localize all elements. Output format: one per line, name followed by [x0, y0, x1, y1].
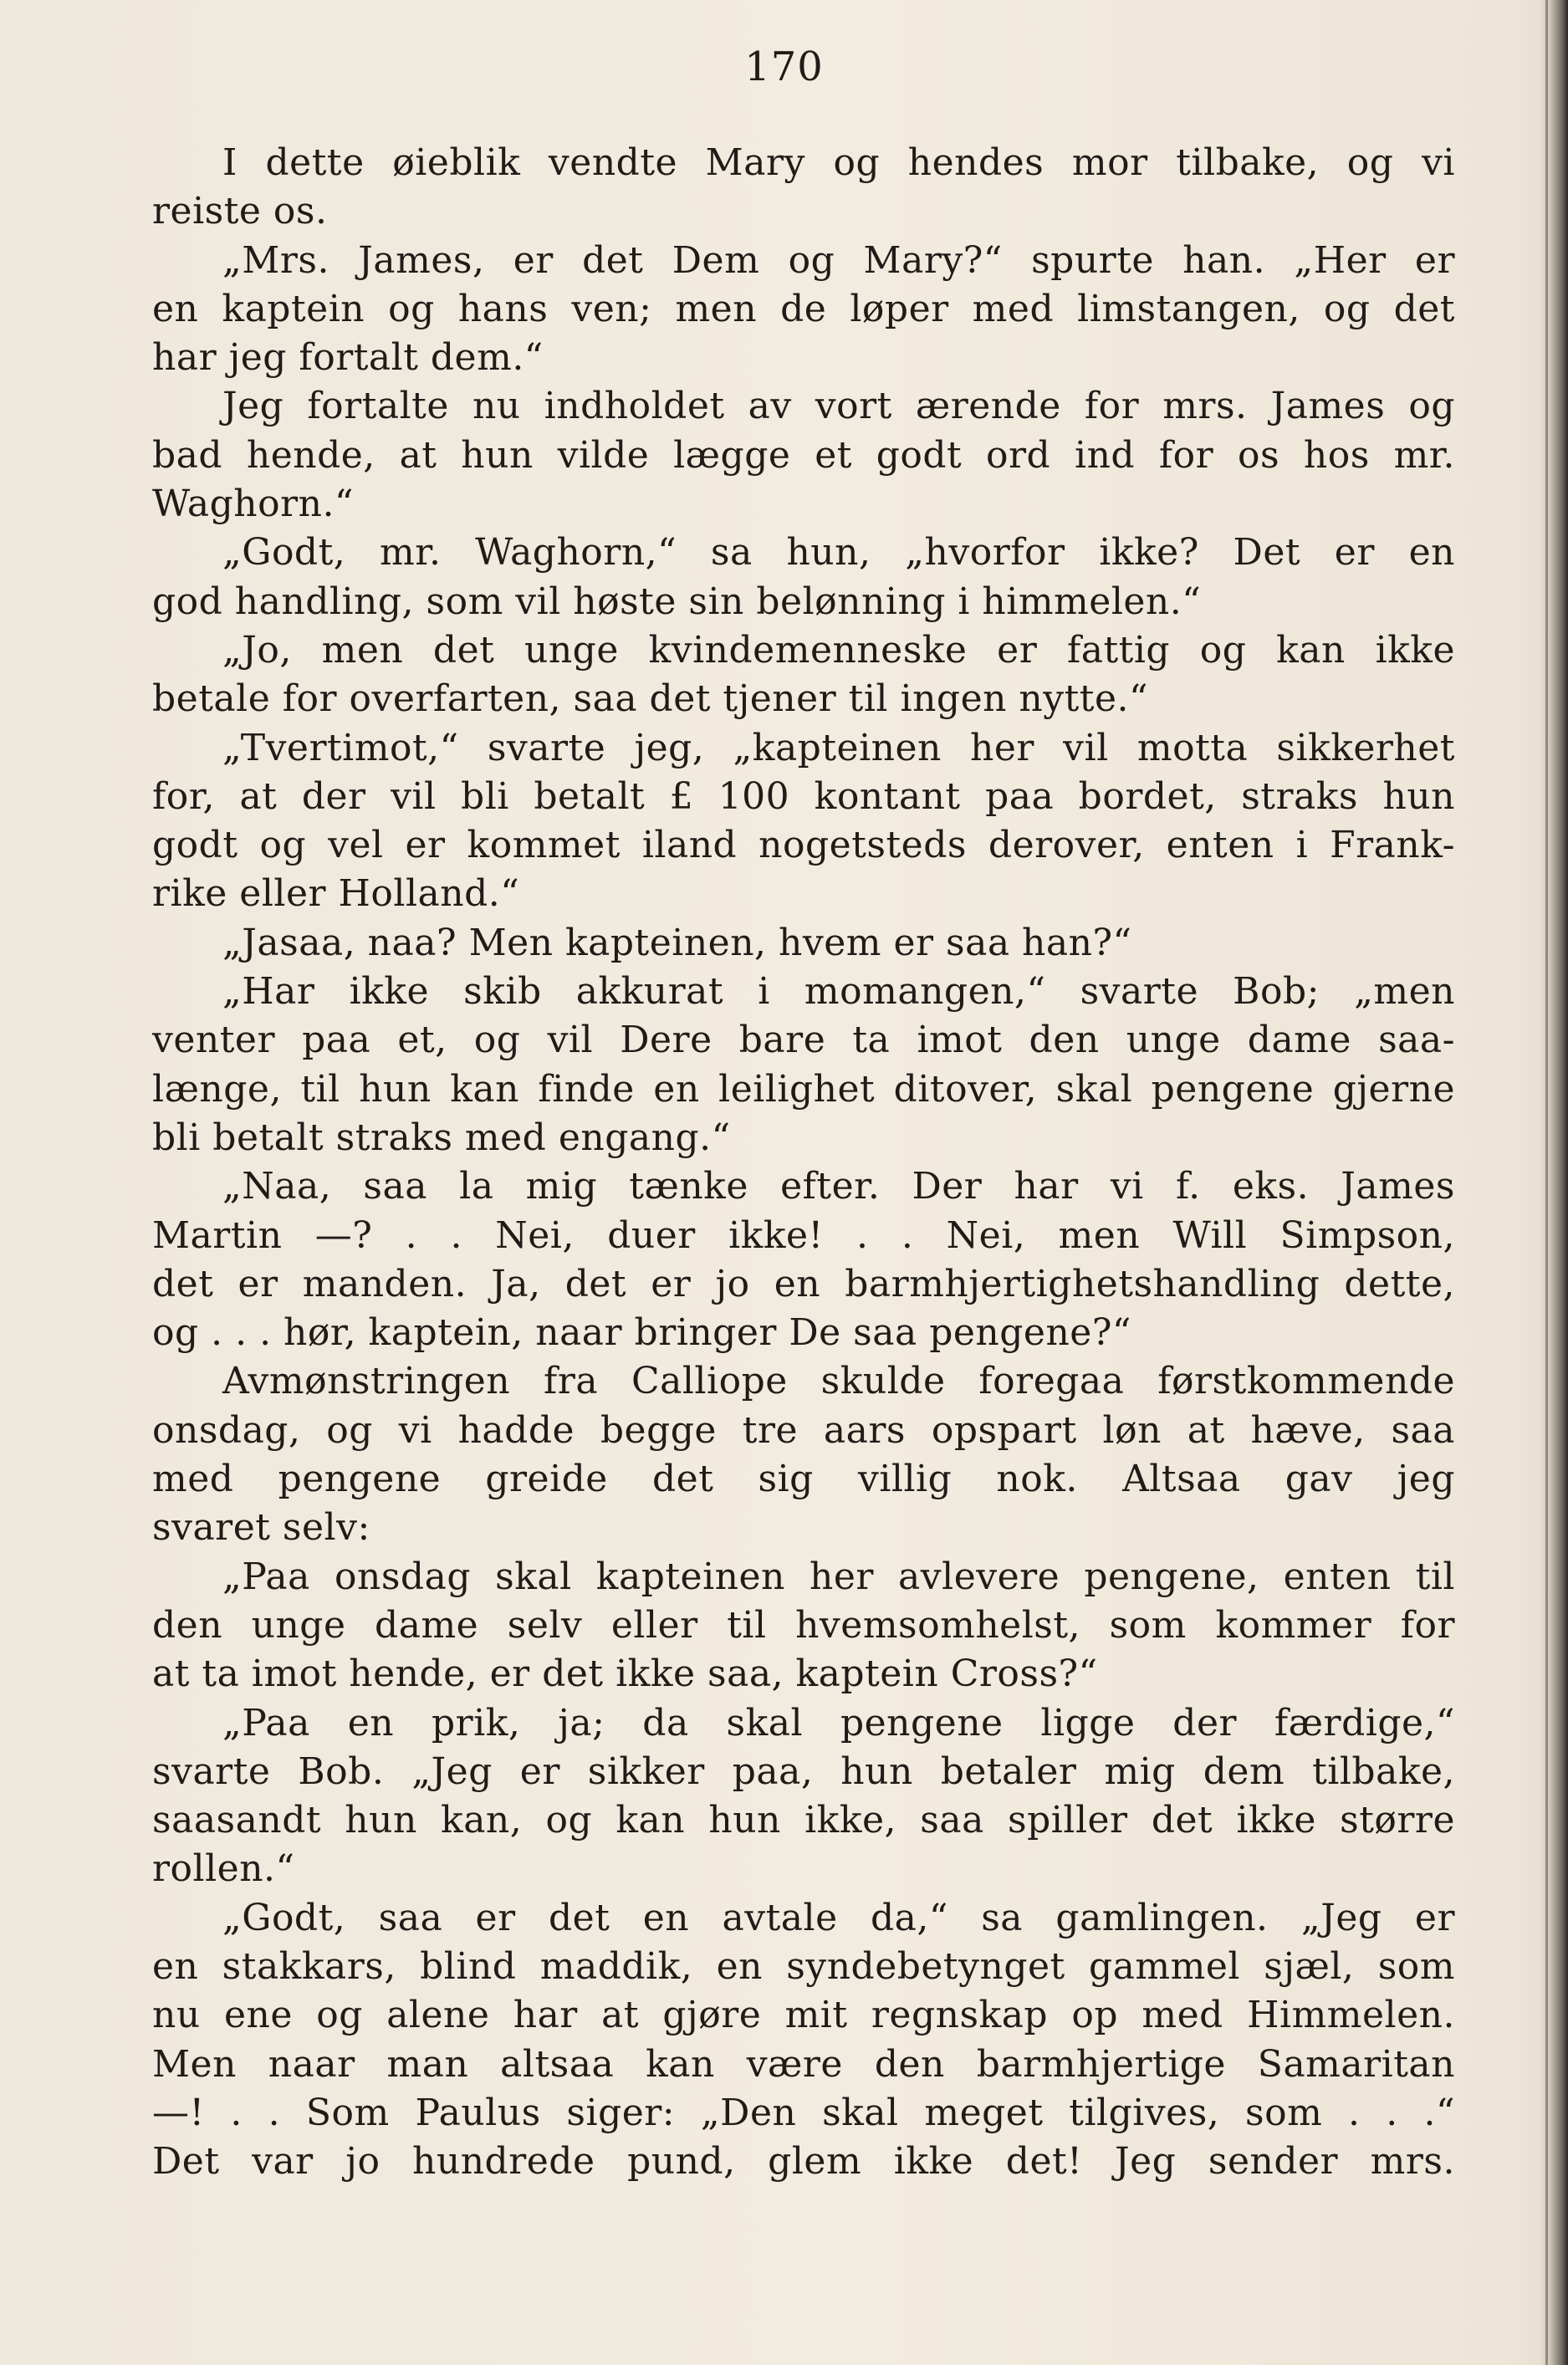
text-line: og . . . hør, kaptein, naar bringer De saa pengene?“ — [152, 1311, 1131, 1355]
body-text — [152, 139, 1455, 2186]
text-line: Det var jo hundrede pund, glem ikke det! Jeg sender mrs. — [152, 2140, 1455, 2184]
text-line: „Godt, saa er det en avtale da,“ sa gamlingen. „Jeg er — [222, 1896, 1455, 1939]
text-line: nu ene og alene har at gjøre mit regnskap op med Himmelen. — [152, 1994, 1455, 2037]
text-line: „Paa en prik, ja; da skal pengene ligge der færdige,“ — [222, 1701, 1455, 1744]
text-line: betale for overfarten, saa det tjener til ingen nytte.“ — [152, 677, 1149, 721]
text-line: Avmønstringen fra Calliope skulde foregaa førstkommende — [222, 1360, 1455, 1403]
text-line: „Mrs. James, er det Dem og Mary?“ spurte han. „Her er — [222, 238, 1455, 282]
text-line: svaret selv: — [152, 1506, 370, 1550]
page-binding-edge — [1545, 0, 1548, 2365]
text-line: den unge dame selv eller til hvemsomhelst, som kommer for — [152, 1603, 1455, 1647]
text-line: I dette øieblik vendte Mary og hendes mor tilbake, og vi — [222, 141, 1455, 184]
text-line: —! . . Som Paulus siger: „Den skal meget tilgives, som . . .“ — [152, 2091, 1455, 2134]
text-line: „Godt, mr. Waghorn,“ sa hun, „hvorfor ikke? Det er en — [222, 531, 1455, 575]
text-line: en kaptein og hans ven; men de løper med limstangen, og det — [152, 287, 1455, 330]
text-line: rollen.“ — [152, 1847, 295, 1891]
text-line: „Paa onsdag skal kapteinen her avlevere pengene, enten til — [222, 1555, 1455, 1598]
text-line: godt og vel er kommet iland nogetsteds derover, enten i Frank- — [152, 824, 1455, 867]
text-line: det er manden. Ja, det er jo en barmhjertighetshandling dette, — [152, 1262, 1455, 1305]
text-line: Jeg fortalte nu indholdet av vort ærende for mrs. James og — [222, 385, 1455, 428]
text-line: Waghorn.“ — [152, 483, 354, 526]
text-line: bad hende, at hun vilde lægge et godt ord ind for os hos mr. — [152, 433, 1455, 477]
text-line: for, at der vil bli betalt £ 100 kontant paa bordet, straks hun — [152, 774, 1455, 818]
text-line: svarte Bob. „Jeg er sikker paa, hun betaler mig dem tilbake, — [152, 1749, 1455, 1793]
text-line: rike eller Holland.“ — [152, 872, 520, 916]
page-edge-shadow — [1540, 0, 1568, 2365]
text-line: Martin —? . . Nei, duer ikke! . . Nei, men Will Simpson, — [152, 1213, 1455, 1257]
text-line: bli betalt straks med engang.“ — [152, 1116, 731, 1159]
text-line: „Jasaa, naa? Men kapteinen, hvem er saa han?“ — [222, 921, 1132, 964]
text-line: reiste os. — [152, 190, 328, 233]
text-line: med pengene greide det sig villig nok. Altsaa gav jeg — [152, 1458, 1455, 1501]
text-line: „Jo, men det unge kvindemenneske er fattig og kan ikke — [222, 628, 1455, 672]
text-line: har jeg fortalt dem.“ — [152, 336, 544, 380]
text-line: „Naa, saa la mig tænke efter. Der har vi f. eks. James — [222, 1165, 1455, 1208]
text-line: længe, til hun kan finde en leilighet ditover, skal pengene gjerne — [152, 1067, 1455, 1111]
text-line: Men naar man altsaa kan være den barmhjertige Samaritan — [152, 2042, 1455, 2086]
text-line: god handling, som vil høste sin belønning i himmelen.“ — [152, 580, 1202, 623]
text-line: saasandt hun kan, og kan hun ikke, saa spiller det ikke større — [152, 1799, 1455, 1842]
text-line: at ta imot hende, er det ikke saa, kaptein Cross?“ — [152, 1652, 1098, 1696]
text-line: „Tvertimot,“ svarte jeg, „kapteinen her vil motta sikkerhet — [222, 726, 1455, 769]
text-line: venter paa et, og vil Dere bare ta imot den unge dame saa- — [152, 1019, 1455, 1062]
text-line: onsdag, og vi hadde begge tre aars opspart løn at hæve, saa — [152, 1408, 1455, 1452]
text-line: en stakkars, blind maddik, en syndebetynget gammel sjæl, som — [152, 1944, 1455, 1988]
page-number: 170 — [744, 43, 824, 90]
text-line: „Har ikke skib akkurat i momangen,“ svarte Bob; „men — [222, 970, 1455, 1014]
